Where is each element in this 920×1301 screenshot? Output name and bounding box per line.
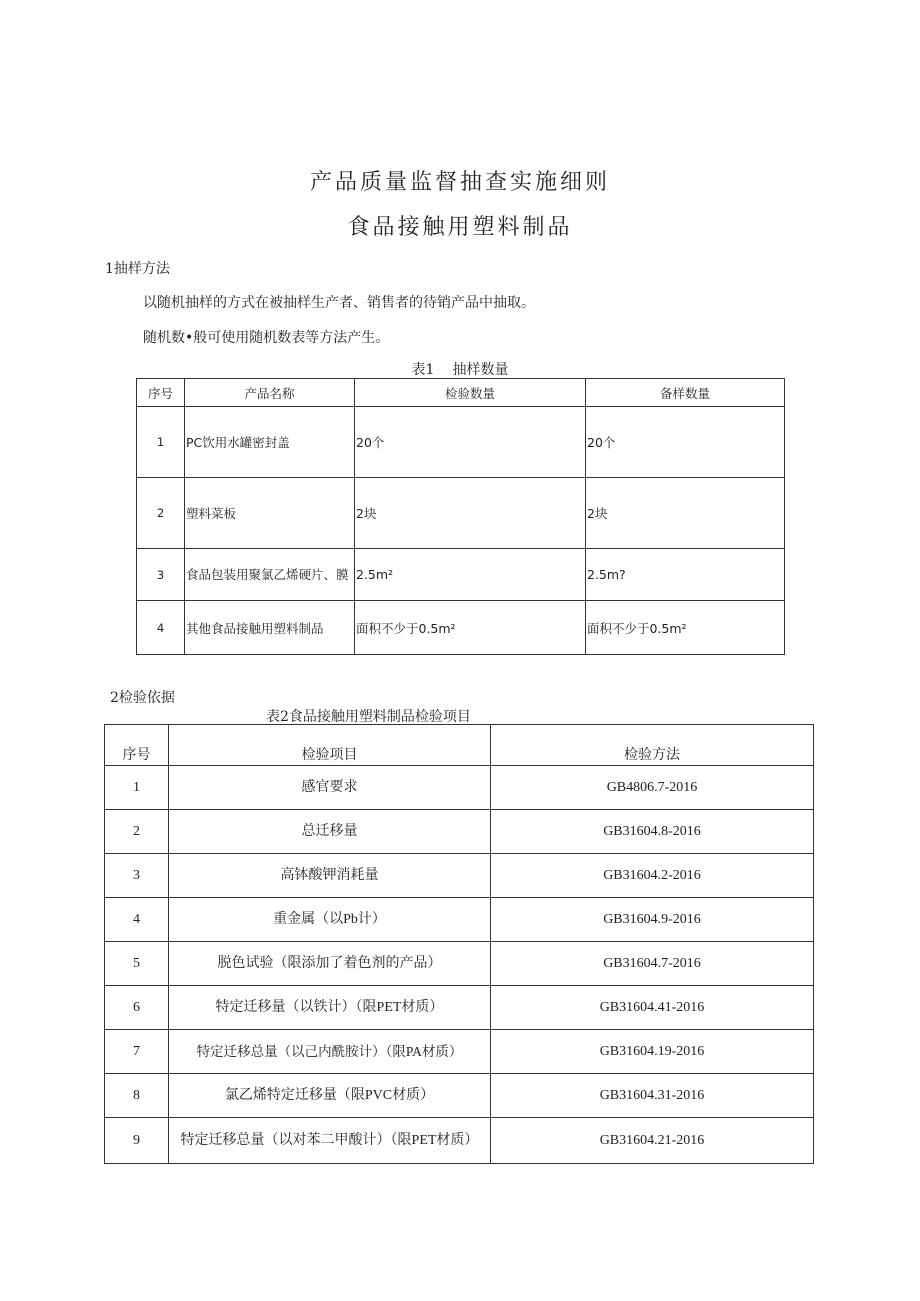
inspection-method: GB31604.21-2016 bbox=[491, 1118, 814, 1164]
document-subtitle: 食品接触用塑料制品 bbox=[347, 215, 573, 240]
row-number: 5 bbox=[105, 942, 169, 986]
inspection-method: GB31604.7-2016 bbox=[491, 942, 814, 986]
inspection-quantity: 面积不少于0.5m² bbox=[355, 601, 586, 655]
header-cell: 备样数量 bbox=[586, 379, 785, 407]
section-heading-basis: 2检验依据 bbox=[110, 690, 175, 706]
row-number: 3 bbox=[105, 854, 169, 898]
inspection-item: 氯乙烯特定迁移量（限PVC材质） bbox=[169, 1074, 491, 1118]
inspection-quantity: 20个 bbox=[355, 407, 586, 478]
row-number: 8 bbox=[105, 1074, 169, 1118]
table-row bbox=[105, 810, 814, 854]
table2-caption: 表2食品接触用塑料制品检验项目 bbox=[266, 709, 471, 725]
table-row bbox=[137, 478, 785, 549]
backup-quantity: 面积不少于0.5m² bbox=[586, 601, 785, 655]
table-row bbox=[137, 601, 785, 655]
row-number: 2 bbox=[137, 478, 185, 549]
header-cell: 检验方法 bbox=[491, 725, 814, 766]
row-number: 1 bbox=[137, 407, 185, 478]
product-name: 其他食品接触用塑料制品 bbox=[185, 601, 355, 655]
row-number: 4 bbox=[137, 601, 185, 655]
backup-quantity: 2块 bbox=[586, 478, 785, 549]
product-name: PC饮用水罐密封盖 bbox=[185, 407, 355, 478]
inspection-method: GB31604.31-2016 bbox=[491, 1074, 814, 1118]
paragraph-sampling-method: 以随机抽样的方式在被抽样生产者、销售者的待销产品中抽取。 bbox=[143, 295, 535, 311]
header-cell: 序号 bbox=[105, 725, 169, 766]
inspection-method: GB31604.41-2016 bbox=[491, 986, 814, 1030]
inspection-method: GB31604.9-2016 bbox=[491, 898, 814, 942]
document-title: 产品质量监督抽查实施细则 bbox=[309, 170, 610, 195]
row-number: 7 bbox=[105, 1030, 169, 1074]
table-row bbox=[105, 854, 814, 898]
table1-caption bbox=[0, 359, 920, 379]
header-cell: 产品名称 bbox=[185, 379, 355, 407]
section-heading-sampling: 1抽样方法 bbox=[105, 261, 170, 277]
sampling-quantity-table bbox=[136, 378, 785, 655]
backup-quantity: 20个 bbox=[586, 407, 785, 478]
inspection-method: GB31604.2-2016 bbox=[491, 854, 814, 898]
inspection-item: 高钵酸钾消耗量 bbox=[169, 854, 491, 898]
inspection-method: GB31604.8-2016 bbox=[491, 810, 814, 854]
row-number: 6 bbox=[105, 986, 169, 1030]
inspection-item: 特定迁移量（以铁计）（限PET材质） bbox=[169, 986, 491, 1030]
header-cell: 序号 bbox=[137, 379, 185, 407]
inspection-item: 特定迁移总量（以对苯二甲酸计）（限PET材质） bbox=[169, 1118, 491, 1164]
row-number: 9 bbox=[105, 1118, 169, 1164]
row-number: 3 bbox=[137, 549, 185, 601]
inspection-quantity: 2.5m² bbox=[355, 549, 586, 601]
inspection-item: 特定迁移总量（以己内酰胺计）（限PA材质） bbox=[169, 1030, 491, 1074]
paragraph-random-number: 随机数•般可使用随机数表等方法产生。 bbox=[143, 330, 390, 346]
inspection-item: 脱色试验（限添加了着色剂的产品） bbox=[169, 942, 491, 986]
row-number: 2 bbox=[105, 810, 169, 854]
header-cell: 检验项目 bbox=[169, 725, 491, 766]
table-row bbox=[137, 549, 785, 601]
inspection-items-table bbox=[104, 724, 814, 1164]
table-row bbox=[105, 766, 814, 810]
table-row bbox=[105, 942, 814, 986]
inspection-method: GB4806.7-2016 bbox=[491, 766, 814, 810]
header-cell: 检验数量 bbox=[355, 379, 586, 407]
table-header-row bbox=[137, 379, 785, 407]
table-row bbox=[105, 986, 814, 1030]
table-row bbox=[137, 407, 785, 478]
backup-quantity: 2.5m? bbox=[586, 549, 785, 601]
table1-caption-label: 表1 bbox=[411, 362, 435, 378]
row-number: 1 bbox=[105, 766, 169, 810]
table-row bbox=[105, 1030, 814, 1074]
inspection-item: 重金属（以Pb计） bbox=[169, 898, 491, 942]
product-name: 塑料菜板 bbox=[185, 478, 355, 549]
row-number: 4 bbox=[105, 898, 169, 942]
table1-caption-title: 抽样数量 bbox=[452, 362, 509, 378]
table-row bbox=[105, 1118, 814, 1164]
table-row bbox=[105, 898, 814, 942]
inspection-item: 感官要求 bbox=[169, 766, 491, 810]
table-header-row bbox=[105, 725, 814, 766]
product-name: 食品包装用聚氯乙烯硬片、膜 bbox=[185, 549, 355, 601]
table-row bbox=[105, 1074, 814, 1118]
inspection-method: GB31604.19-2016 bbox=[491, 1030, 814, 1074]
inspection-quantity: 2块 bbox=[355, 478, 586, 549]
inspection-item: 总迁移量 bbox=[169, 810, 491, 854]
